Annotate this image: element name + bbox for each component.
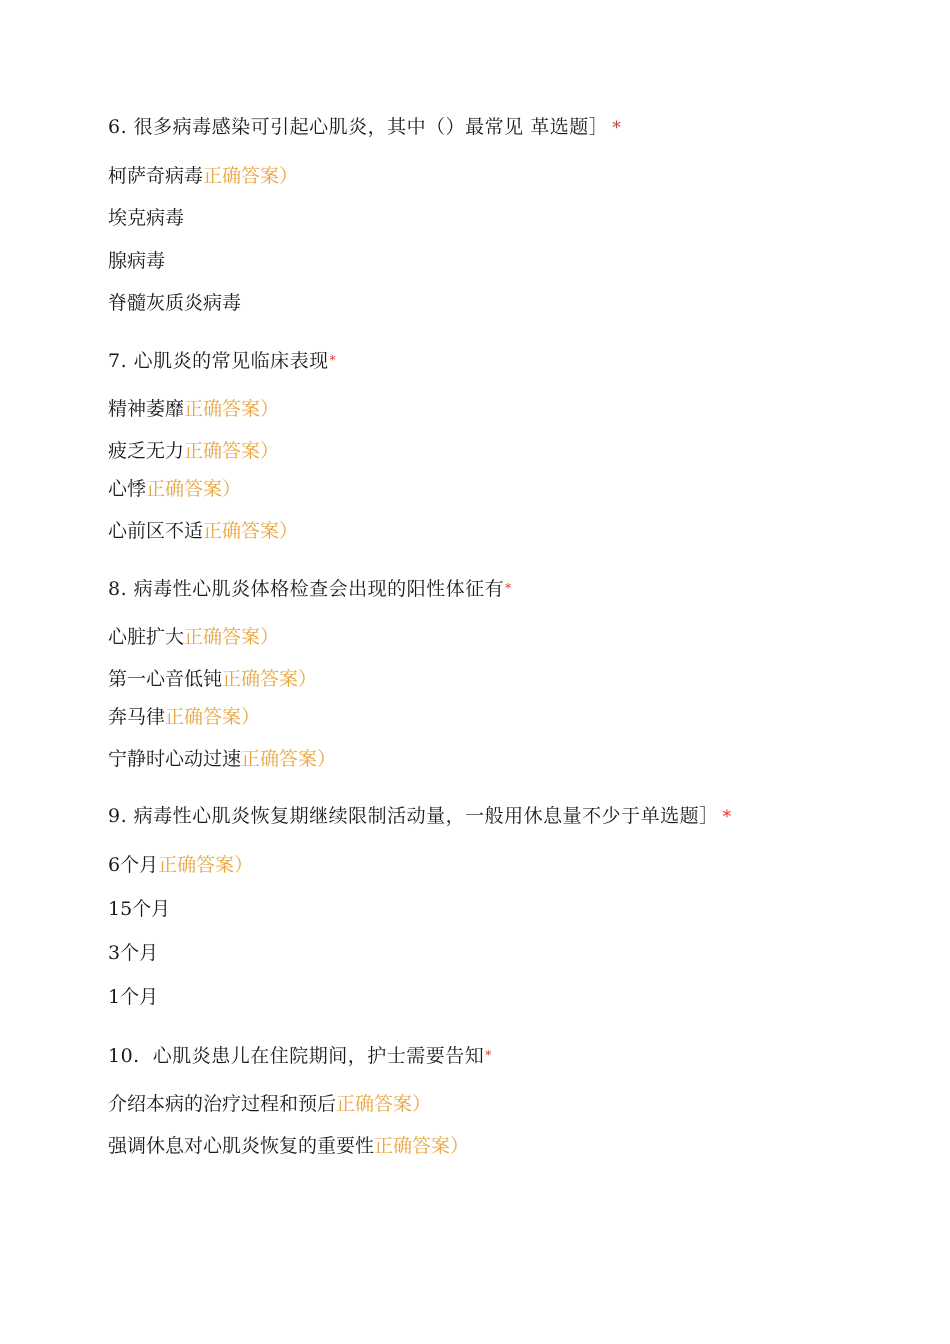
correct-answer-tag: 正确答案）	[184, 440, 280, 462]
required-mark: *	[329, 353, 337, 367]
option-q6-4[interactable]	[108, 291, 241, 315]
option-q7-4[interactable]	[108, 519, 298, 543]
correct-answer-tag: 正确答案）	[184, 626, 280, 648]
option-text: 1个月	[108, 986, 159, 1008]
option-q7-1[interactable]	[108, 397, 279, 421]
correct-answer-tag: 正确答案）	[203, 165, 299, 187]
option-q9-4[interactable]	[108, 985, 158, 1009]
option-q10-1[interactable]	[108, 1092, 431, 1116]
correct-answer-tag: 正确答案）	[222, 668, 318, 690]
option-q7-3[interactable]	[108, 477, 241, 501]
correct-answer-tag: 正确答案）	[374, 1135, 470, 1157]
correct-answer-tag: 正确答案）	[241, 748, 337, 770]
option-text: 宁静时心动过速	[108, 748, 242, 770]
option-q7-2[interactable]	[108, 439, 279, 463]
correct-answer-tag: 正确答案）	[165, 706, 261, 728]
option-text: 15个月	[108, 898, 171, 920]
question-7-title	[108, 348, 336, 373]
required-mark: *	[485, 1048, 492, 1062]
option-text: 柯萨奇病毒	[108, 165, 204, 187]
option-q6-3[interactable]	[108, 249, 165, 273]
option-text: 3个月	[108, 942, 159, 964]
correct-answer-tag: 正确答案）	[203, 520, 299, 542]
option-text: 介绍本病的治疗过程和预后	[108, 1093, 337, 1115]
question-9-title	[108, 804, 732, 829]
option-q6-2[interactable]	[108, 206, 184, 230]
question-text: 7. 心肌炎的常见临床表现	[108, 350, 329, 372]
option-q8-1[interactable]	[108, 625, 279, 649]
option-q9-2[interactable]	[108, 897, 170, 921]
option-q8-4[interactable]	[108, 747, 336, 771]
option-text: 第一心音低钝	[108, 668, 223, 690]
correct-answer-tag: 正确答案）	[146, 478, 242, 500]
option-text: 疲乏无力	[108, 440, 185, 462]
option-text: 心前区不适	[108, 520, 204, 542]
required-mark: *	[612, 118, 622, 138]
option-q9-1[interactable]	[108, 853, 253, 877]
option-q8-2[interactable]	[108, 667, 317, 691]
option-q6-1[interactable]	[108, 164, 298, 188]
option-text: 强调休息对心肌炎恢复的重要性	[108, 1135, 375, 1157]
option-text: 奔马律	[108, 706, 166, 728]
option-text: 6个月	[108, 854, 159, 876]
question-10-title	[108, 1043, 492, 1068]
option-q10-2[interactable]	[108, 1134, 469, 1158]
question-text: 6. 很多病毒感染可引起心肌炎，其中（）最常见 革选题］	[108, 116, 609, 138]
correct-answer-tag: 正确答案）	[158, 854, 254, 876]
option-text: 腺病毒	[108, 250, 166, 272]
option-q9-3[interactable]	[108, 941, 158, 965]
option-text: 心悸	[108, 478, 147, 500]
question-6-title	[108, 115, 621, 140]
question-text: 9. 病毒性心肌炎恢复期继续限制活动量，一般用休息量不少于单选题］	[108, 805, 719, 827]
question-text: 10. 心肌炎患儿在住院期间，护士需要告知	[108, 1045, 485, 1067]
required-mark: *	[722, 807, 732, 827]
question-8-title	[108, 576, 512, 601]
option-q8-3[interactable]	[108, 705, 260, 729]
correct-answer-tag: 正确答案）	[184, 398, 280, 420]
correct-answer-tag: 正确答案）	[336, 1093, 432, 1115]
option-text: 埃克病毒	[108, 207, 185, 229]
question-text: 8. 病毒性心肌炎体格检查会出现的阳性体征有	[108, 578, 505, 600]
option-text: 心脏扩大	[108, 626, 185, 648]
option-text: 精神萎靡	[108, 398, 185, 420]
required-mark: *	[505, 581, 512, 595]
option-text: 脊髓灰质炎病毒	[108, 292, 242, 314]
